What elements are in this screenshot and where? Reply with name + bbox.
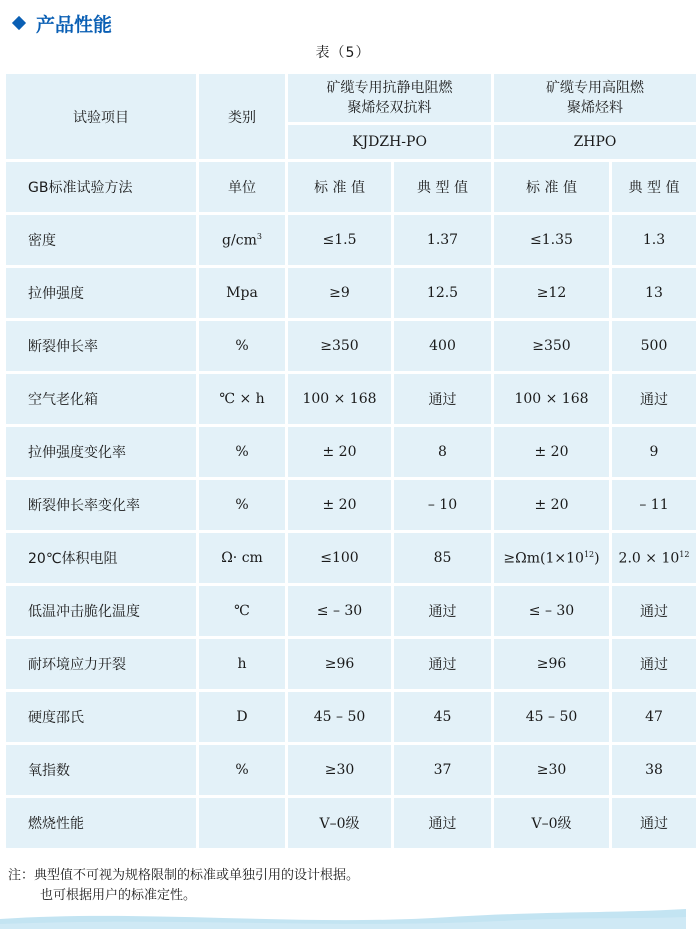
cell-typ1-text: 1.37 <box>426 232 459 248</box>
cell-item-text: 20℃体积电阻 <box>28 551 118 567</box>
cell-std2 <box>494 374 609 424</box>
cell-unit <box>199 639 285 689</box>
cell-unit <box>199 798 285 848</box>
cell-std1 <box>288 745 391 795</box>
cell-typ1 <box>394 374 491 424</box>
cell-typ2-text: 通过 <box>640 657 668 673</box>
cell-item-text: 断裂伸长率变化率 <box>28 498 140 514</box>
cell-std1-text: ≥96 <box>324 656 355 672</box>
cell-unit <box>199 427 285 477</box>
table-title: 表（5） <box>315 45 371 61</box>
table-row <box>6 374 696 424</box>
cell-std2-text: 100 × 168 <box>514 391 589 407</box>
cell-std2 <box>494 268 609 318</box>
cell-typ1-text: 8 <box>438 444 447 460</box>
cell-typ2 <box>612 639 696 689</box>
cell-typ1 <box>394 692 491 742</box>
cell-typ2 <box>612 586 696 636</box>
cell-unit-text: % <box>235 444 249 460</box>
cell-std1 <box>288 374 391 424</box>
cell-typ2-text: 2.0 × 10 <box>618 550 680 567</box>
cell-std2 <box>494 586 609 636</box>
cell-typ2 <box>612 427 696 477</box>
cell-item <box>6 692 196 742</box>
cell-std1-text: ≤ – 30 <box>316 603 363 619</box>
product1-name-line1: 矿缆专用抗静电阻燃 <box>326 80 453 96</box>
cell-unit-text: D <box>236 709 248 725</box>
cell-std2 <box>494 798 609 848</box>
cell-std1-text: ≥9 <box>329 285 350 301</box>
cell-typ2 <box>612 321 696 371</box>
header-test-item: 试验项目 <box>6 74 196 159</box>
cell-unit-text: Mpa <box>226 285 258 301</box>
subheader-std2: 标 准 值 <box>494 162 609 212</box>
diamond-bullet-icon <box>12 16 26 30</box>
cell-unit-text: h <box>237 656 247 672</box>
decorative-wave <box>0 905 686 929</box>
cell-std1 <box>288 533 391 583</box>
cell-typ1-text: 37 <box>433 762 452 778</box>
cell-typ1-text: 通过 <box>428 816 457 832</box>
cell-typ2 <box>612 480 696 530</box>
cell-typ2 <box>612 215 696 265</box>
cell-unit <box>199 374 285 424</box>
table-row <box>6 427 696 477</box>
subheader-typ2: 典 型 值 <box>612 162 696 212</box>
table-row <box>6 321 696 371</box>
cell-typ1 <box>394 321 491 371</box>
cell-typ1 <box>394 639 491 689</box>
cell-std2 <box>494 321 609 371</box>
cell-item-text: 低温冲击脆化温度 <box>28 604 140 620</box>
cell-typ2-text: 通过 <box>640 816 668 832</box>
cell-typ1 <box>394 480 491 530</box>
subheader-unit: 单位 <box>199 162 285 212</box>
cell-unit <box>199 480 285 530</box>
cell-std1-text: ≥350 <box>320 338 359 354</box>
cell-item <box>6 533 196 583</box>
cell-item-text: 拉伸强度 <box>28 286 84 302</box>
cell-std2-text: ± 20 <box>534 444 569 460</box>
cell-typ2 <box>612 533 696 583</box>
cell-std2-text: ≥30 <box>536 762 567 778</box>
cell-std2-superscript: 12 <box>583 549 595 559</box>
product1-name-line2: 聚烯烃双抗料 <box>347 100 432 116</box>
cell-item-text: 氧指数 <box>28 763 70 779</box>
cell-std1 <box>288 268 391 318</box>
header-product2-name <box>494 74 696 122</box>
cell-typ2-text: 13 <box>645 285 663 301</box>
cell-item-text: 空气老化箱 <box>28 392 98 408</box>
cell-std1-text: ≤100 <box>320 550 359 566</box>
subheader-typ1: 典 型 值 <box>394 162 491 212</box>
cell-unit <box>199 533 285 583</box>
cell-unit <box>199 745 285 795</box>
cell-std2 <box>494 639 609 689</box>
cell-typ2 <box>612 268 696 318</box>
product2-name-line1: 矿缆专用高阻燃 <box>546 80 644 96</box>
cell-item-text: 拉伸强度变化率 <box>28 445 126 461</box>
cell-item <box>6 798 196 848</box>
footnote <box>8 866 359 906</box>
cell-typ2-text: 500 <box>640 338 668 354</box>
cell-typ1 <box>394 268 491 318</box>
cell-typ1-text: 12.5 <box>426 285 459 301</box>
cell-unit-text: % <box>235 762 249 778</box>
cell-item <box>6 374 196 424</box>
cell-std1-text: 100 × 168 <box>302 391 377 407</box>
cell-std2 <box>494 480 609 530</box>
cell-unit <box>199 692 285 742</box>
cell-typ1 <box>394 427 491 477</box>
cell-std1 <box>288 798 391 848</box>
cell-unit-text: Ω· cm <box>221 550 263 566</box>
cell-item <box>6 321 196 371</box>
cell-std2 <box>494 215 609 265</box>
subheader-std1: 标 准 值 <box>288 162 391 212</box>
cell-std1 <box>288 321 391 371</box>
cell-typ1 <box>394 215 491 265</box>
cell-item-text: 耐环境应力开裂 <box>28 657 126 673</box>
cell-std1-text: 45 – 50 <box>313 709 366 725</box>
subheader-method: GB标准试验方法 <box>6 162 196 212</box>
table-row <box>6 268 696 318</box>
cell-unit <box>199 268 285 318</box>
cell-item-text: 断裂伸长率 <box>28 339 98 355</box>
cell-std1-text: ≤1.5 <box>322 232 357 248</box>
cell-std2-text: ≥350 <box>532 338 571 354</box>
footnote-line1: 注：典型值不可视为规格限制的标准或单独引用的设计根据。 <box>8 868 360 883</box>
footnote-line2: 也可根据用户的标准定性。 <box>40 888 197 903</box>
cell-typ1 <box>394 533 491 583</box>
cell-item <box>6 480 196 530</box>
cell-typ2-text: 通过 <box>640 604 668 620</box>
section-title: 产品性能 <box>36 13 113 36</box>
cell-std1 <box>288 586 391 636</box>
cell-std2-tail: ) <box>594 550 600 567</box>
cell-unit <box>199 321 285 371</box>
cell-typ2 <box>612 745 696 795</box>
cell-std2-text: ≤1.35 <box>530 232 573 248</box>
cell-unit <box>199 215 285 265</box>
product-performance-table <box>6 74 690 848</box>
table-body <box>6 215 696 848</box>
cell-std1 <box>288 639 391 689</box>
cell-std1 <box>288 692 391 742</box>
cell-std2-text: ± 20 <box>534 497 569 513</box>
cell-std1 <box>288 480 391 530</box>
cell-typ1-text: 通过 <box>428 392 457 408</box>
cell-std2-text: V–0级 <box>531 816 572 832</box>
cell-std2-text: 45 – 50 <box>525 709 578 725</box>
table-row <box>6 639 696 689</box>
cell-std1-text: ± 20 <box>322 444 357 460</box>
table-row <box>6 480 696 530</box>
cell-typ2-text: – 11 <box>639 497 669 513</box>
cell-unit-text: g/cm <box>222 232 257 249</box>
cell-std2-text: ≥96 <box>536 656 567 672</box>
cell-item <box>6 215 196 265</box>
product2-name-line2: 聚烯烃料 <box>567 100 623 116</box>
cell-std1 <box>288 215 391 265</box>
cell-typ1-text: – 10 <box>427 497 458 513</box>
cell-typ2-text: 通过 <box>640 392 668 408</box>
header-category: 类别 <box>199 74 285 159</box>
table-row <box>6 745 696 795</box>
cell-item <box>6 639 196 689</box>
cell-typ2 <box>612 692 696 742</box>
cell-std2 <box>494 745 609 795</box>
cell-item <box>6 586 196 636</box>
table-row <box>6 215 696 265</box>
cell-typ2-text: 1.3 <box>642 232 666 248</box>
cell-item <box>6 427 196 477</box>
cell-typ1 <box>394 798 491 848</box>
cell-unit-text: ℃ <box>234 603 250 619</box>
header-product1-code: KJDZH-PO <box>288 125 491 159</box>
cell-std2 <box>494 533 609 583</box>
cell-std2-text: ≤ – 30 <box>528 603 575 619</box>
section-heading <box>10 10 112 36</box>
cell-typ1 <box>394 586 491 636</box>
cell-typ1 <box>394 745 491 795</box>
cell-typ1-text: 400 <box>429 338 456 354</box>
cell-unit-text: ℃ × h <box>219 391 265 407</box>
cell-std2 <box>494 692 609 742</box>
cell-unit-superscript: 3 <box>256 231 262 241</box>
cell-typ2-text: 38 <box>645 762 663 778</box>
cell-unit-text: % <box>235 497 249 513</box>
cell-std2-text: ≥12 <box>536 285 567 301</box>
header-product2-code: ZHPO <box>494 125 696 159</box>
cell-item-text: 密度 <box>28 233 56 249</box>
cell-item <box>6 268 196 318</box>
cell-typ2 <box>612 374 696 424</box>
cell-std2 <box>494 427 609 477</box>
cell-typ1-text: 通过 <box>428 657 457 673</box>
cell-typ1-text: 通过 <box>428 604 457 620</box>
cell-std1-text: ≥30 <box>324 762 355 778</box>
cell-unit-text: % <box>235 338 249 354</box>
table-row <box>6 533 696 583</box>
header-row <box>6 74 696 122</box>
header-product1-name <box>288 74 491 122</box>
table-row <box>6 798 696 848</box>
subheader-row <box>6 162 696 212</box>
cell-std2-text: ≥Ωm(1×10 <box>503 550 584 567</box>
cell-item-text: 燃烧性能 <box>28 816 84 832</box>
table-row <box>6 692 696 742</box>
cell-std1-text: ± 20 <box>322 497 357 513</box>
cell-typ1-text: 85 <box>433 550 452 566</box>
cell-typ1-text: 45 <box>433 709 452 725</box>
table-row <box>6 586 696 636</box>
cell-typ2-text: 9 <box>649 444 659 460</box>
cell-item-text: 硬度邵氏 <box>28 710 84 726</box>
cell-unit <box>199 586 285 636</box>
cell-typ2-text: 47 <box>645 709 663 725</box>
cell-typ2-superscript: 12 <box>679 549 690 559</box>
cell-typ2 <box>612 798 696 848</box>
cell-std1-text: V–0级 <box>319 816 360 832</box>
cell-std1 <box>288 427 391 477</box>
cell-item <box>6 745 196 795</box>
